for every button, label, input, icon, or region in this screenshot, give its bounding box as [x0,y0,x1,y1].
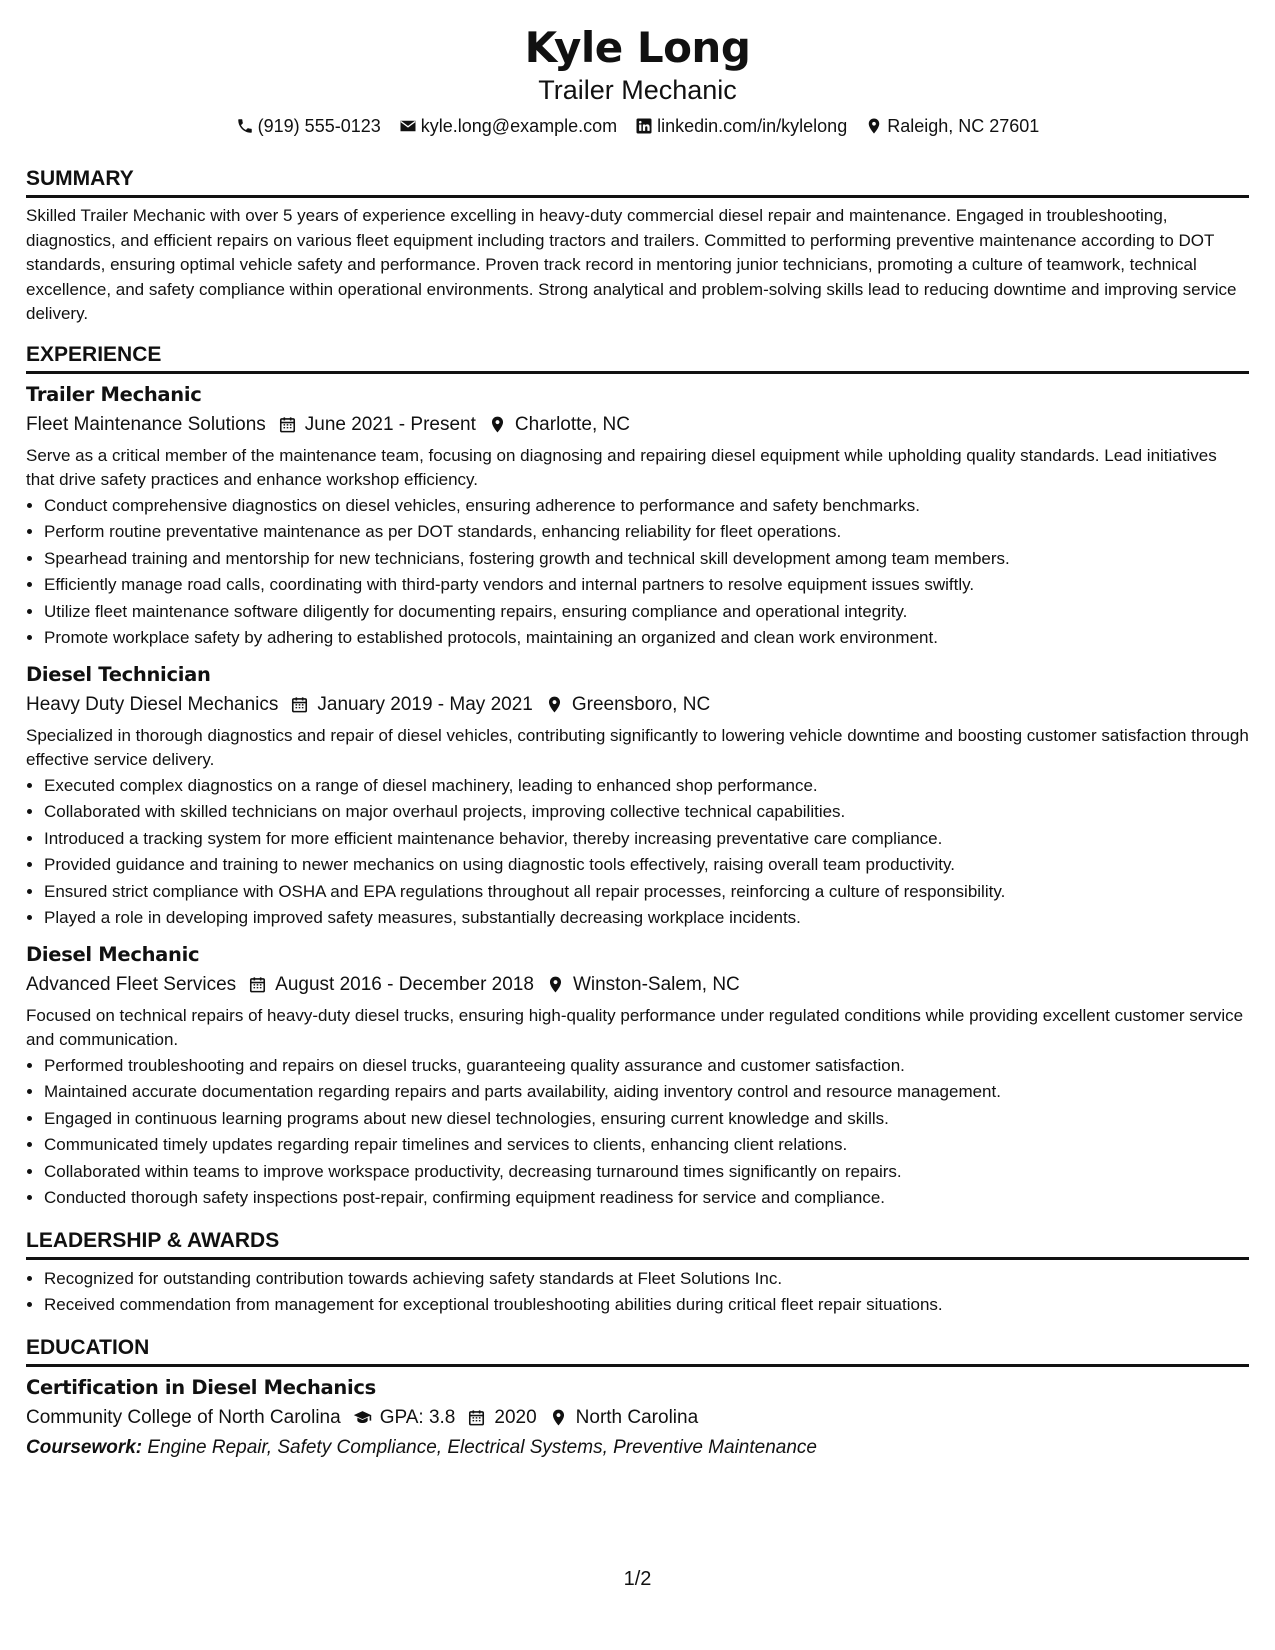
map-pin-icon [545,695,564,714]
job-title: Trailer Mechanic [26,382,202,406]
job-entry [26,662,1249,932]
summary-text: Skilled Trailer Mechanic with over 5 years of experience excelling in heavy-duty commercial diesel repair and maintenance. Engaged in troubleshooting, diagnostics, and efficient repairs on various fleet equipment including tractors and trailers. Committed to performing preventive maintenance according to DOT standards, ensuring optimal vehicle safety and performance. Proven track record in mentoring junior technicians, promoting a culture of teamwork, technical excellence, and safety compliance within operational environments. Strong analytical and problem-solving skills lead to reducing downtime and improving service delivery. [26,206,1237,323]
contact-phone[interactable] [236,114,381,138]
job-company: Heavy Duty Diesel Mechanics [26,693,279,715]
resume-page [26,0,1249,1462]
list-item: • Conducted thorough safety inspections post-repair, confirming equipment readiness for service and compliance. [44,1185,1249,1212]
list-item: • Collaborated with skilled technicians on major overhaul projects, improving collective technical capabilities. [44,799,1249,826]
map-pin-icon [549,1408,568,1427]
section-heading-experience: EXPERIENCE [26,342,1249,374]
education-year: 2020 [494,1406,537,1428]
job-company: Advanced Fleet Services [26,973,237,995]
list-item: • Provided guidance and training to newer mechanics on using diagnostic tools effectively, raising overall team productivity. [44,852,1249,879]
contact-phone-text: (919) 555-0123 [257,116,381,136]
list-item: • Promote workplace safety by adhering to established protocols, maintaining an organized and clean work environment. [44,625,1249,652]
list-item: • Collaborated within teams to improve workspace productivity, decreasing turnaround times significantly on repairs. [44,1159,1249,1186]
calendar-icon [467,1408,486,1427]
contact-email-text: kyle.long@example.com [420,116,618,136]
job-title: Diesel Technician [26,662,211,686]
list-item: • Ensured strict compliance with OSHA and EPA regulations throughout all repair processes, reinforcing a culture of responsibility. [44,879,1249,906]
list-item: • Spearhead training and mentorship for new technicians, fostering growth and technical skill development among team members. [44,546,1249,573]
contact-bar [26,114,1249,138]
job-location: Greensboro, NC [571,693,711,715]
education-meta [26,1404,1249,1432]
job-location: Winston-Salem, NC [572,973,740,995]
job-meta [26,971,1249,999]
education-school: Community College of North Carolina [26,1406,341,1428]
job-meta [26,691,1249,719]
job-entry [26,942,1249,1212]
education-gpa: GPA: 3.8 [379,1406,456,1428]
job-entry [26,382,1249,652]
job-dates: August 2016 - December 2018 [275,973,534,995]
job-description: Specialized in thorough diagnostics and repair of diesel vehicles, contributing significantly to lowering vehicle downtime and boosting customer satisfaction through effective service delivery. [26,725,1249,769]
coursework-list: Engine Repair, Safety Compliance, Electrical Systems, Preventive Maintenance [147,1436,817,1458]
calendar-icon [248,975,267,994]
candidate-name: Kyle Long [524,23,751,72]
section-heading-leadership: LEADERSHIP & AWARDS [26,1228,1249,1260]
job-bullets [26,493,1249,652]
linkedin-icon [635,117,653,135]
candidate-title: Trailer Mechanic [538,75,737,105]
contact-email[interactable] [399,114,617,138]
contact-location [865,114,1039,138]
section-heading-summary: SUMMARY [26,166,1249,198]
list-item: • Engaged in continuous learning programs about new diesel technologies, ensuring current knowledge and skills. [44,1106,1249,1133]
job-company: Fleet Maintenance Solutions [26,413,266,435]
job-dates: January 2019 - May 2021 [317,693,533,715]
list-item: • Performed troubleshooting and repairs on diesel trucks, guaranteeing quality assurance and customer satisfaction. [44,1053,1249,1080]
calendar-icon [278,415,297,434]
list-item: • Recognized for outstanding contribution towards achieving safety standards at Fleet Solutions Inc. [44,1266,1249,1293]
job-dates: June 2021 - Present [304,413,476,435]
section-heading-education: EDUCATION [26,1335,1249,1367]
list-item: • Executed complex diagnostics on a range of diesel machinery, leading to enhanced shop performance. [44,773,1249,800]
list-item: • Conduct comprehensive diagnostics on diesel vehicles, ensuring adherence to performance and safety benchmarks. [44,493,1249,520]
education-entry [26,1375,1249,1462]
list-item: • Maintained accurate documentation regarding repairs and parts availability, aiding inventory control and resource management. [44,1079,1249,1106]
leadership-bullets [26,1266,1249,1319]
list-item: • Introduced a tracking system for more efficient maintenance behavior, thereby increasing preventative care compliance. [44,826,1249,853]
job-bullets [26,1053,1249,1212]
list-item: • Perform routine preventative maintenance as per DOT standards, enhancing reliability for fleet operations. [44,519,1249,546]
contact-linkedin-text: linkedin.com/in/kylelong [657,116,848,136]
list-item: • Played a role in developing improved safety measures, substantially decreasing workplace incidents. [44,905,1249,932]
list-item: • Communicated timely updates regarding repair timelines and services to clients, enhancing client relations. [44,1132,1249,1159]
education-degree: Certification in Diesel Mechanics [26,1375,376,1399]
map-pin-icon [488,415,507,434]
coursework-label: Coursework: [26,1436,143,1458]
envelope-icon [399,117,417,135]
map-pin-icon [546,975,565,994]
phone-icon [236,117,254,135]
job-description: Serve as a critical member of the maintenance team, focusing on diagnosing and repairing diesel equipment while upholding quality standards. Lead initiatives that drive safety practices and enhance workshop efficiency. [26,445,1217,489]
list-item: • Utilize fleet maintenance software diligently for documenting repairs, ensuring compliance and operational integrity. [44,599,1249,626]
graduation-cap-icon [353,1408,372,1427]
map-pin-icon [865,117,883,135]
contact-linkedin[interactable] [635,114,847,138]
calendar-icon [290,695,309,714]
job-title: Diesel Mechanic [26,942,200,966]
list-item: • Efficiently manage road calls, coordinating with third-party vendors and internal partners to resolve equipment issues swiftly. [44,572,1249,599]
job-location: Charlotte, NC [514,413,630,435]
job-bullets [26,773,1249,932]
contact-location-text: Raleigh, NC 27601 [887,116,1040,136]
education-coursework [26,1434,1249,1462]
education-location: North Carolina [575,1406,699,1428]
job-meta [26,411,1249,439]
job-description: Focused on technical repairs of heavy-duty diesel trucks, ensuring high-quality performance under regulated conditions while providing excellent customer service and communication. [26,1005,1244,1049]
page-number: 1/2 [623,1568,652,1590]
list-item: • Received commendation from management for exceptional troubleshooting abilities during critical fleet repair situations. [44,1292,1249,1319]
